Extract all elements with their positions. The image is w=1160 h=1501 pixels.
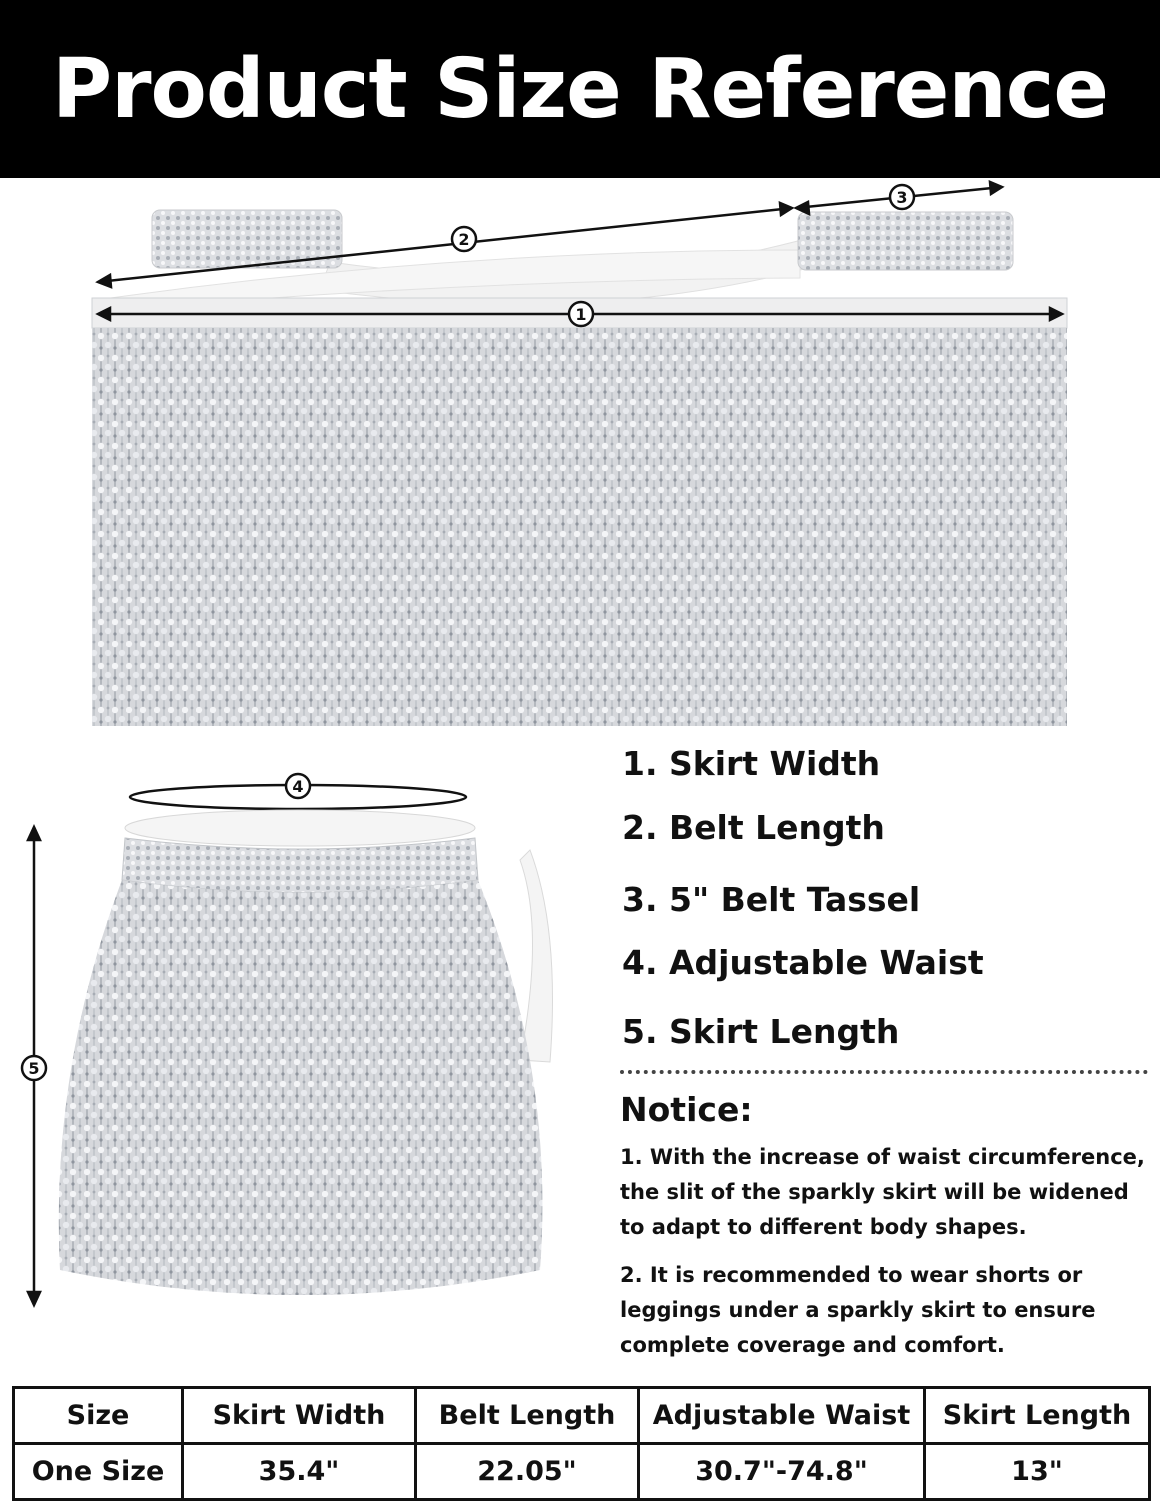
svg-text:4: 4 xyxy=(292,777,304,796)
legend-item-belt-length: 2. Belt Length xyxy=(622,808,885,847)
table-cell: One Size xyxy=(14,1444,183,1500)
legend-item-adjustable-waist: 4. Adjustable Waist xyxy=(622,943,984,982)
marker-5 xyxy=(22,1056,46,1080)
svg-text:1: 1 xyxy=(575,305,587,324)
banner-title: Product Size Reference xyxy=(51,41,1109,137)
belt xyxy=(96,210,1013,312)
belt-tassel-right xyxy=(798,212,1013,270)
legend-item-skirt-width: 1. Skirt Width xyxy=(622,744,881,783)
table-header-cell: Skirt Length xyxy=(925,1388,1150,1444)
table-header-cell: Skirt Width xyxy=(183,1388,416,1444)
legend-item-belt-tassel: 3. 5" Belt Tassel xyxy=(622,880,921,919)
table-cell: 13" xyxy=(925,1444,1150,1500)
table-cell: 35.4" xyxy=(183,1444,416,1500)
svg-text:2: 2 xyxy=(458,230,470,249)
marker-3 xyxy=(890,185,914,209)
marker-4 xyxy=(286,774,310,798)
notice-item: 2. It is recommended to wear shorts or leggings under a sparkly skirt to ensure complete coverage and comfort. xyxy=(620,1263,1096,1357)
table-cell: 22.05" xyxy=(416,1444,639,1500)
svg-text:5: 5 xyxy=(28,1059,40,1078)
svg-text:3: 3 xyxy=(896,188,908,207)
notice-item: 1. With the increase of waist circumference, the slit of the sparkly skirt will be widened to adapt to different body shapes. xyxy=(620,1145,1145,1239)
divider xyxy=(620,1070,1148,1074)
marker-2 xyxy=(452,227,476,251)
table-header-row xyxy=(14,1388,1150,1444)
table-header-cell: Size xyxy=(14,1388,183,1444)
table-cell: 30.7"-74.8" xyxy=(639,1444,925,1500)
table-header-cell: Adjustable Waist xyxy=(639,1388,925,1444)
legend-item-skirt-length: 5. Skirt Length xyxy=(622,1012,900,1051)
table-row xyxy=(14,1444,1150,1500)
marker-1 xyxy=(569,302,593,326)
notice-title: Notice: xyxy=(620,1090,753,1129)
size-table xyxy=(12,1386,1151,1501)
table-header-cell: Belt Length xyxy=(416,1388,639,1444)
worn-skirt xyxy=(59,810,553,1295)
flat-skirt xyxy=(92,298,1067,726)
